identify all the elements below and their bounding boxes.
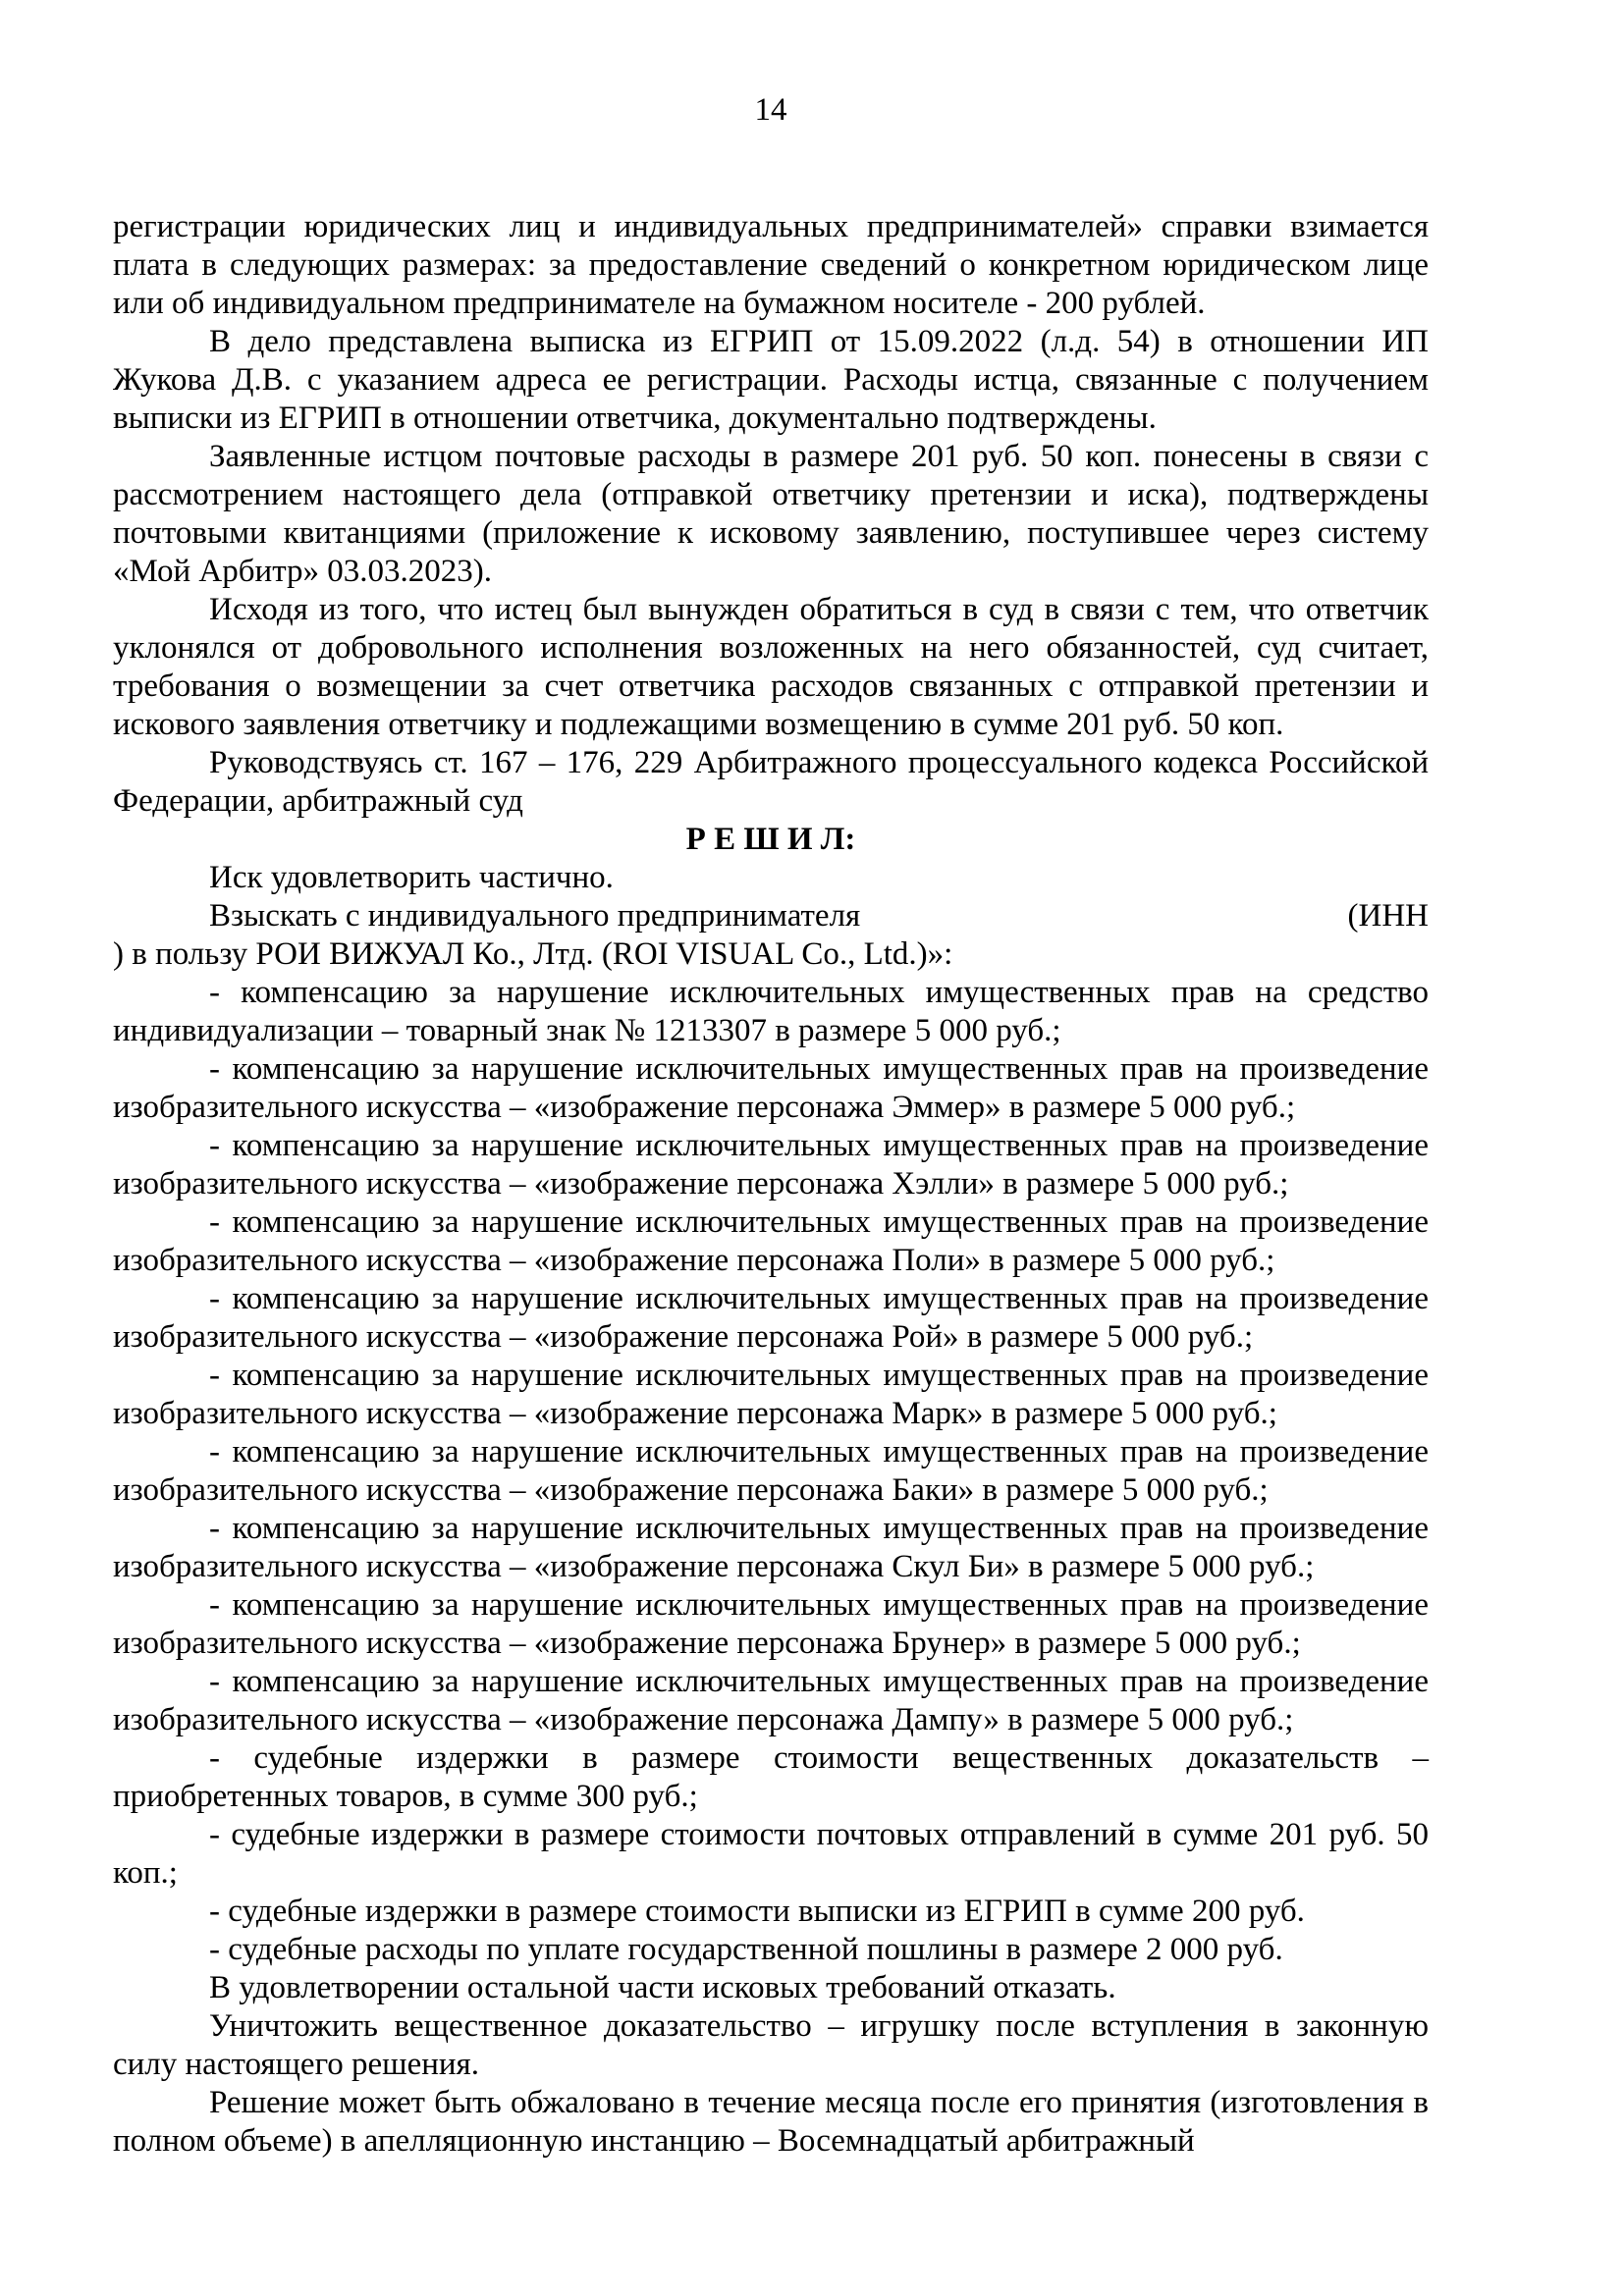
award-line-beneficiary: ) в пользу РОИ ВИЖУАЛ Ко., Лтд. (ROI VISUAL Co., Ltd.)»: [113,936,953,972]
decision-item-trademark: - компенсацию за нарушение исключительных имущественных прав на средство индивидуализации – товарный знак № 1213307 в размере 5 000 руб.; [113,975,1429,1048]
document-body [113,208,1429,2161]
decision-item-egrip-costs: - судебные издержки в размере стоимости выписки из ЕГРИП в сумме 200 руб. [209,1894,1305,1929]
paragraph-egrip-extract: В дело представлена выписка из ЕГРИП от 15.09.2022 (л.д. 54) в отношении ИП Жукова Д.В. с указанием адреса ее регистрации. Расходы истца, связанные с получением выписки из ЕГРИП в отношении ответчика, документально подтверждены. [113,324,1429,436]
decision-item-helly: - компенсацию за нарушение исключительных имущественных прав на произведение изобразительного искусства – «изображение персонажа Хэлли» в размере 5 000 руб.; [113,1128,1429,1201]
decision-item-school-b: - компенсацию за нарушение исключительных имущественных прав на произведение изобразительного искусства – «изображение персонажа Скул Би» в размере 5 000 руб.; [113,1511,1429,1584]
paragraph-destroy-evidence: Уничтожить вещественное доказательство – игрушку после вступления в законную силу настоящего решения. [113,2008,1429,2082]
award-line [113,897,1429,935]
award-line-inn-label: (ИНН [1347,898,1429,934]
paragraph-guided-by-articles: Руководствуясь ст. 167 – 176, 229 Арбитражного процессуального кодекса Российской Федерации, арбитражный суд [113,745,1429,819]
award-line-left: Взыскать с индивидуального предпринимателя [209,898,861,934]
paragraph-court-reasoning: Исходя из того, что истец был вынужден обратиться в суд в связи с тем, что ответчик уклонялся от добровольного исполнения возложенных на него обязанностей, суд считает, требования о возмещении за счет ответчика расходов связанных с отправкой претензии и искового заявления ответчику и подлежащими возмещению в сумме 201 руб. 50 коп. [113,592,1429,742]
paragraph-claim-partially-satisfied: Иск удовлетворить частично. [209,860,614,895]
decision-item-postal-costs: - судебные издержки в размере стоимости почтовых отправлений в сумме 201 руб. 50 коп.; [113,1817,1429,1891]
paragraph-registration-fee: регистрации юридических лиц и индивидуальных предпринимателей» справки взимается плата в следующих размерах: за предоставление сведений о конкретном юридическом лице или об индивидуальном предпринимателе на бумажном носителе - 200 рублей. [113,209,1429,321]
decision-item-mark: - компенсацию за нарушение исключительных имущественных прав на произведение изобразительного искусства – «изображение персонажа Марк» в размере 5 000 руб.; [113,1358,1429,1431]
decision-item-dampu: - компенсацию за нарушение исключительных имущественных прав на произведение изобразительного искусства – «изображение персонажа Дампу» в размере 5 000 руб.; [113,1664,1429,1737]
decision-item-state-duty: - судебные расходы по уплате государственной пошлины в размере 2 000 руб. [209,1932,1283,1967]
decision-item-material-evidence-costs: - судебные издержки в размере стоимости вещественных доказательств – приобретенных товаров, в сумме 300 руб.; [113,1740,1429,1814]
decision-item-baki: - компенсацию за нарушение исключительных имущественных прав на произведение изобразительного искусства – «изображение персонажа Баки» в размере 5 000 руб.; [113,1434,1429,1508]
page-number: 14 [754,92,787,128]
decision-item-bruner: - компенсацию за нарушение исключительных имущественных прав на произведение изобразительного искусства – «изображение персонажа Брунер» в размере 5 000 руб.; [113,1587,1429,1661]
decision-item-roy: - компенсацию за нарушение исключительных имущественных прав на произведение изобразительного искусства – «изображение персонажа Рой» в размере 5 000 руб.; [113,1281,1429,1355]
decision-heading: Р Е Ш И Л: [685,822,856,857]
decision-item-emmer: - компенсацию за нарушение исключительных имущественных прав на произведение изобразительного искусства – «изображение персонажа Эммер» в размере 5 000 руб.; [113,1051,1429,1125]
decision-item-poli: - компенсацию за нарушение исключительных имущественных прав на произведение изобразительного искусства – «изображение персонажа Поли» в размере 5 000 руб.; [113,1204,1429,1278]
paragraph-postal-costs: Заявленные истцом почтовые расходы в размере 201 руб. 50 коп. понесены в связи с рассмотрением настоящего дела (отправкой ответчику претензии и иска), подтверждены почтовыми квитанциями (приложение к исковому заявлению, поступившее через систему «Мой Арбитр» 03.03.2023). [113,439,1429,589]
paragraph-refusal: В удовлетворении остальной части исковых требований отказать. [209,1970,1116,2005]
paragraph-appeal: Решение может быть обжаловано в течение месяца после его принятия (изготовления в полном объеме) в апелляционную инстанцию – Восемнадцатый арбитражный [113,2085,1429,2159]
